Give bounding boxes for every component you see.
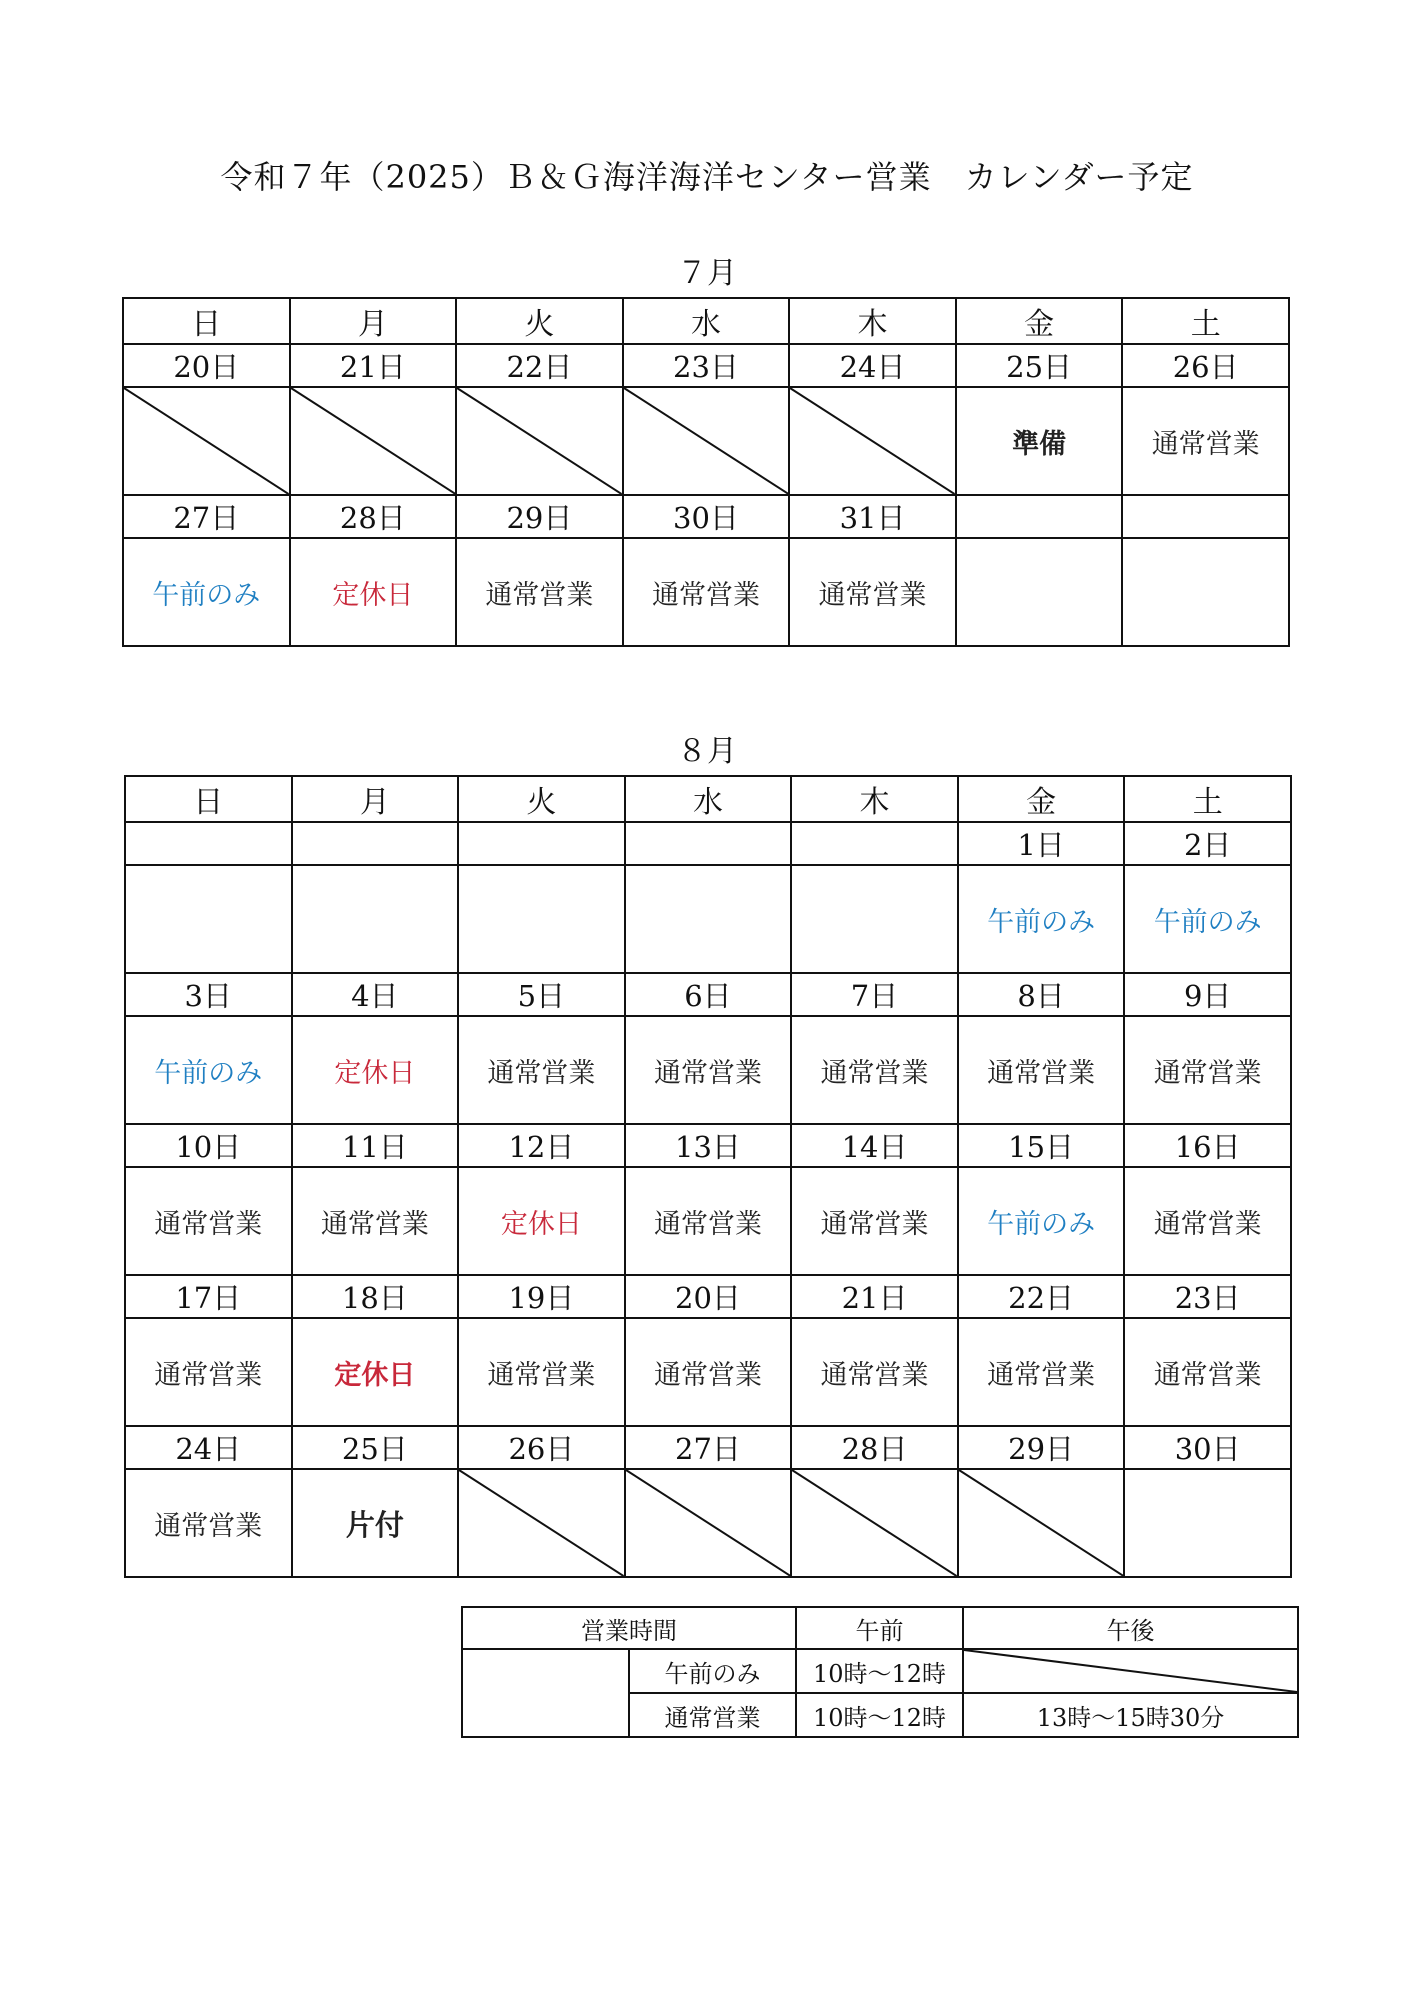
- status-normal: 通常営業: [125, 1167, 292, 1275]
- august-week-2-status: [125, 1016, 1291, 1124]
- date-cell: [625, 822, 792, 865]
- legend-col-pm: 午後: [963, 1607, 1298, 1649]
- status-normal: 通常営業: [791, 1167, 958, 1275]
- empty-cell: [956, 538, 1123, 646]
- august-week-5-dates: [125, 1426, 1291, 1469]
- status-normal: 通常営業: [292, 1167, 459, 1275]
- july-week-2-dates: [123, 495, 1289, 538]
- date-cell: 5日: [458, 973, 625, 1016]
- date-cell: 7日: [791, 973, 958, 1016]
- date-cell: 26日: [458, 1426, 625, 1469]
- not-applicable-cell: [625, 1469, 792, 1577]
- legend-header-row: [462, 1607, 1298, 1649]
- august-week-3-dates: [125, 1124, 1291, 1167]
- weekday-fri: 金: [958, 776, 1125, 822]
- status-closed: 定休日: [290, 538, 457, 646]
- diagonal-slash-icon: [624, 388, 789, 494]
- date-cell: 12日: [458, 1124, 625, 1167]
- diagonal-slash-icon: [792, 1470, 957, 1576]
- july-calendar: [122, 297, 1290, 647]
- date-cell: 6日: [625, 973, 792, 1016]
- weekday-thu: 木: [791, 776, 958, 822]
- date-cell: 13日: [625, 1124, 792, 1167]
- status-cleanup: 片付: [292, 1469, 459, 1577]
- status-normal: 通常営業: [958, 1016, 1125, 1124]
- date-cell: 28日: [791, 1426, 958, 1469]
- august-week-4-dates: [125, 1275, 1291, 1318]
- not-applicable-cell: [123, 387, 290, 495]
- empty-cell: [791, 865, 958, 973]
- weekday-thu: 木: [789, 298, 956, 344]
- date-cell: [458, 822, 625, 865]
- august-week-3-status: [125, 1167, 1291, 1275]
- date-cell: 23日: [623, 344, 790, 387]
- status-am-only: 午前のみ: [1124, 865, 1291, 973]
- legend-header: 営業時間: [462, 1607, 796, 1649]
- date-cell: 24日: [789, 344, 956, 387]
- legend-blank-cell: [462, 1649, 629, 1737]
- date-cell: 9日: [1124, 973, 1291, 1016]
- august-week-4-status: [125, 1318, 1291, 1426]
- status-normal: 通常営業: [125, 1469, 292, 1577]
- legend-row-am-only: [462, 1649, 1298, 1693]
- july-weekday-header: [123, 298, 1289, 344]
- not-applicable-cell: [458, 1469, 625, 1577]
- diagonal-slash-icon: [457, 388, 622, 494]
- legend-row-label: 通常営業: [629, 1693, 796, 1737]
- status-normal: 通常営業: [1124, 1167, 1291, 1275]
- diagonal-slash-icon: [124, 388, 289, 494]
- july-week-1-status: [123, 387, 1289, 495]
- not-applicable-cell: [290, 387, 457, 495]
- status-closed: 定休日: [292, 1016, 459, 1124]
- weekday-wed: 水: [623, 298, 790, 344]
- status-am-only: 午前のみ: [125, 1016, 292, 1124]
- legend-am-hours: 10時～12時: [796, 1693, 963, 1737]
- date-cell: 18日: [292, 1275, 459, 1318]
- date-cell: 30日: [1124, 1426, 1291, 1469]
- date-cell: 14日: [791, 1124, 958, 1167]
- empty-cell: [125, 865, 292, 973]
- status-normal: 通常営業: [125, 1318, 292, 1426]
- status-normal: 通常営業: [1122, 387, 1289, 495]
- empty-cell: [1122, 538, 1289, 646]
- not-applicable-cell: [958, 1469, 1125, 1577]
- status-normal: 通常営業: [623, 538, 790, 646]
- date-cell: 23日: [1124, 1275, 1291, 1318]
- status-normal: 通常営業: [958, 1318, 1125, 1426]
- status-closed: 定休日: [458, 1167, 625, 1275]
- date-cell: 29日: [958, 1426, 1125, 1469]
- status-normal: 通常営業: [789, 538, 956, 646]
- legend-pm-not-applicable: [963, 1649, 1298, 1693]
- date-cell: 20日: [625, 1275, 792, 1318]
- august-calendar: [124, 775, 1292, 1578]
- date-cell: 27日: [123, 495, 290, 538]
- status-prep: 準備: [956, 387, 1123, 495]
- august-weekday-header: [125, 776, 1291, 822]
- date-cell: 16日: [1124, 1124, 1291, 1167]
- july-week-2-status: [123, 538, 1289, 646]
- empty-cell: [1124, 1469, 1291, 1577]
- date-cell: [125, 822, 292, 865]
- page-title: 令和７年（2025）Ｂ＆Ｇ海洋海洋センター営業 カレンダー予定: [220, 158, 1194, 196]
- date-cell: 20日: [123, 344, 290, 387]
- date-cell: 30日: [623, 495, 790, 538]
- date-cell: [956, 495, 1123, 538]
- weekday-sun: 日: [125, 776, 292, 822]
- diagonal-slash-icon: [959, 1470, 1124, 1576]
- date-cell: 22日: [456, 344, 623, 387]
- empty-cell: [292, 865, 459, 973]
- date-cell: 27日: [625, 1426, 792, 1469]
- status-normal: 通常営業: [1124, 1318, 1291, 1426]
- status-normal: 通常営業: [625, 1016, 792, 1124]
- status-normal: 通常営業: [791, 1016, 958, 1124]
- date-cell: 11日: [292, 1124, 459, 1167]
- date-cell: 25日: [956, 344, 1123, 387]
- status-normal: 通常営業: [458, 1318, 625, 1426]
- august-title: ８月: [677, 734, 737, 769]
- legend-pm-hours: 13時～15時30分: [963, 1693, 1298, 1737]
- weekday-tue: 火: [458, 776, 625, 822]
- status-normal: 通常営業: [458, 1016, 625, 1124]
- diagonal-slash-icon: [964, 1650, 1297, 1692]
- date-cell: [292, 822, 459, 865]
- diagonal-slash-icon: [626, 1470, 791, 1576]
- diagonal-slash-icon: [291, 388, 456, 494]
- date-cell: 31日: [789, 495, 956, 538]
- weekday-mon: 月: [292, 776, 459, 822]
- legend-row-label: 午前のみ: [629, 1649, 796, 1693]
- date-cell: 21日: [290, 344, 457, 387]
- weekday-sat: 土: [1122, 298, 1289, 344]
- weekday-sun: 日: [123, 298, 290, 344]
- not-applicable-cell: [623, 387, 790, 495]
- date-cell: 26日: [1122, 344, 1289, 387]
- august-week-1-dates: [125, 822, 1291, 865]
- date-cell: 3日: [125, 973, 292, 1016]
- weekday-wed: 水: [625, 776, 792, 822]
- not-applicable-cell: [789, 387, 956, 495]
- weekday-fri: 金: [956, 298, 1123, 344]
- date-cell: 8日: [958, 973, 1125, 1016]
- diagonal-slash-icon: [459, 1470, 624, 1576]
- status-normal: 通常営業: [791, 1318, 958, 1426]
- status-am-only: 午前のみ: [123, 538, 290, 646]
- business-hours-legend: [461, 1606, 1299, 1738]
- not-applicable-cell: [791, 1469, 958, 1577]
- date-cell: 21日: [791, 1275, 958, 1318]
- date-cell: 15日: [958, 1124, 1125, 1167]
- empty-cell: [625, 865, 792, 973]
- legend-am-hours: 10時～12時: [796, 1649, 963, 1693]
- status-normal: 通常営業: [1124, 1016, 1291, 1124]
- august-week-5-status: [125, 1469, 1291, 1577]
- not-applicable-cell: [456, 387, 623, 495]
- date-cell: 4日: [292, 973, 459, 1016]
- date-cell: 28日: [290, 495, 457, 538]
- diagonal-slash-icon: [790, 388, 955, 494]
- date-cell: 19日: [458, 1275, 625, 1318]
- august-week-1-status: [125, 865, 1291, 973]
- status-closed: 定休日: [292, 1318, 459, 1426]
- weekday-mon: 月: [290, 298, 457, 344]
- date-cell: 10日: [125, 1124, 292, 1167]
- date-cell: 29日: [456, 495, 623, 538]
- status-normal: 通常営業: [625, 1167, 792, 1275]
- status-am-only: 午前のみ: [958, 865, 1125, 973]
- july-week-1-dates: [123, 344, 1289, 387]
- date-cell: 24日: [125, 1426, 292, 1469]
- date-cell: 22日: [958, 1275, 1125, 1318]
- status-am-only: 午前のみ: [958, 1167, 1125, 1275]
- weekday-sat: 土: [1124, 776, 1291, 822]
- july-title: ７月: [677, 256, 737, 291]
- date-cell: 2日: [1124, 822, 1291, 865]
- weekday-tue: 火: [456, 298, 623, 344]
- status-normal: 通常営業: [625, 1318, 792, 1426]
- legend-col-am: 午前: [796, 1607, 963, 1649]
- date-cell: 1日: [958, 822, 1125, 865]
- empty-cell: [458, 865, 625, 973]
- date-cell: [1122, 495, 1289, 538]
- date-cell: 17日: [125, 1275, 292, 1318]
- august-week-2-dates: [125, 973, 1291, 1016]
- date-cell: [791, 822, 958, 865]
- status-normal: 通常営業: [456, 538, 623, 646]
- date-cell: 25日: [292, 1426, 459, 1469]
